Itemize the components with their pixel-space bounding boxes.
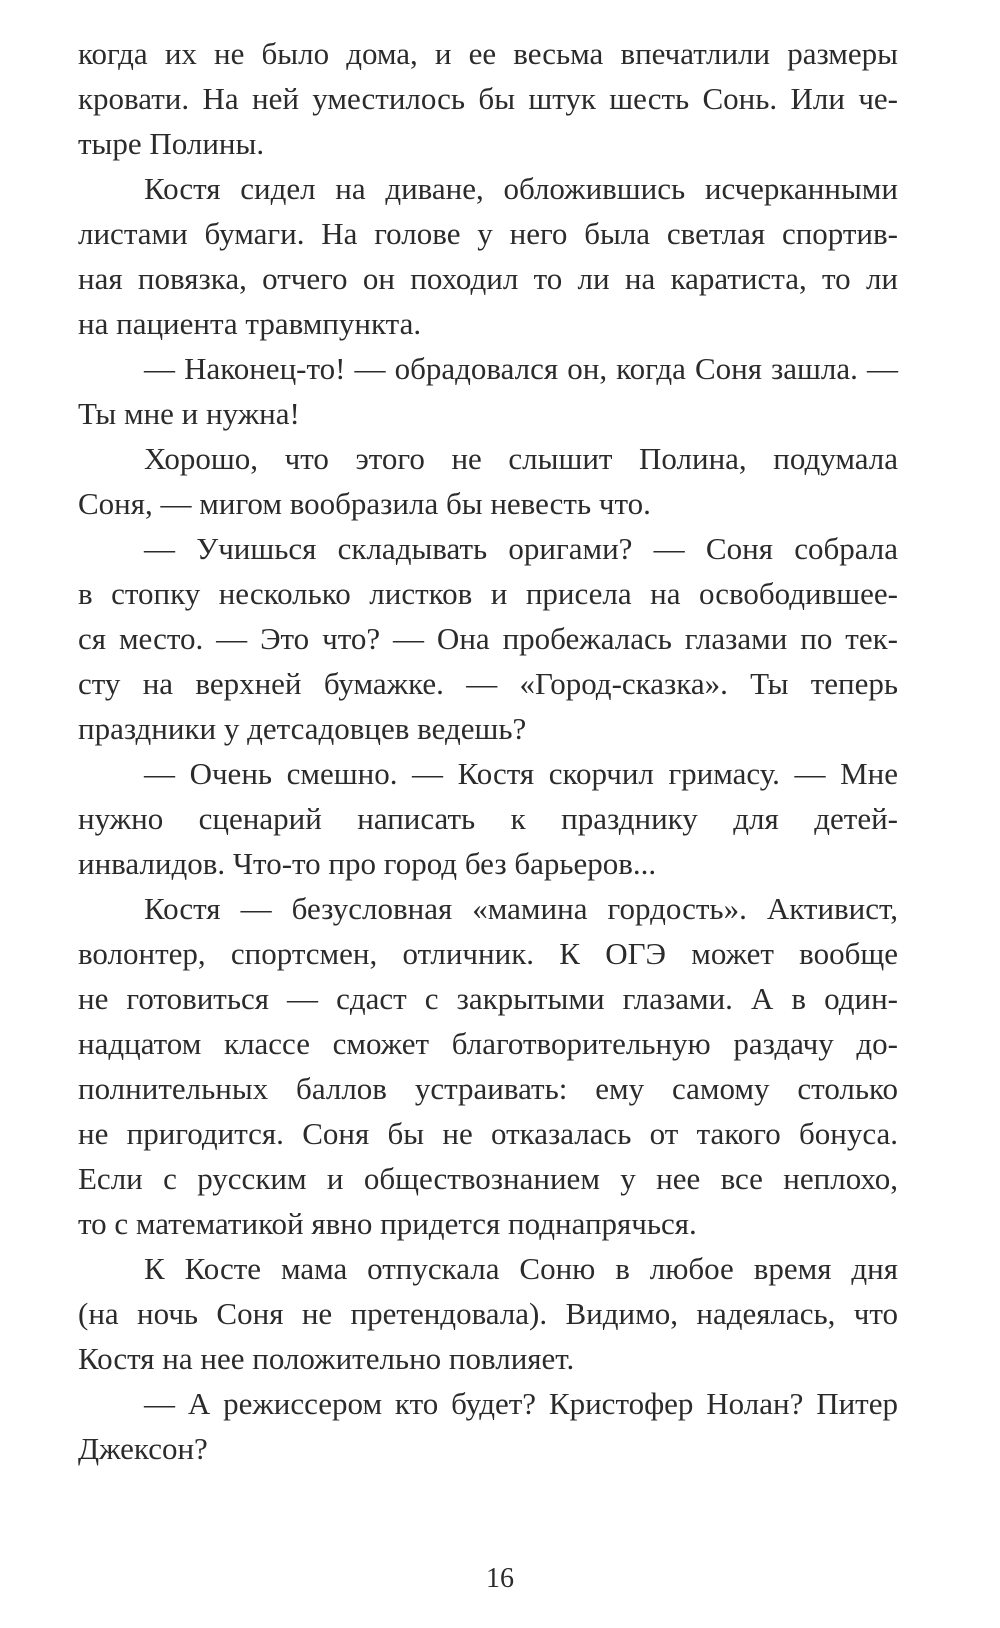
text-line: Костя — безусловная «мамина гордость». Активист, [144,891,898,926]
text-line: не пригодится. Соня бы не отказалась от такого бонуса. [78,1116,898,1151]
text-line: (на ночь Соня не претендовала). Видимо, надеялась, что [78,1296,898,1331]
text-line: Ты мне и нужна! [78,396,300,431]
text-line: нужно сценарий написать к празднику для детей- [78,801,898,836]
text-line: — Очень смешно. — Костя скорчил гримасу. — Мне [144,756,898,791]
text-line: инвалидов. Что-то про город без барьеров... [78,846,657,881]
text-line: волонтер, спортсмен, отличник. К ОГЭ может вообще [78,936,898,971]
page-number: 16 [486,1563,514,1594]
text-line: Соня, — мигом вообразила бы невесть что. [78,486,651,521]
text-line: то с математикой явно придется поднапрячься. [78,1206,697,1241]
text-line: на пациента травмпункта. [78,306,422,341]
text-line: тыре Полины. [78,126,265,161]
text-line: праздники у детсадовцев ведешь? [78,711,527,746]
text-line: листами бумаги. На голове у него была светлая спортив- [78,216,898,251]
text-line: — Учишься складывать оригами? — Соня собрала [144,531,898,566]
text-line: Хорошо, что этого не слышит Полина, подумала [144,441,898,476]
text-line: ся место. — Это что? — Она пробежалась глазами по тек- [78,621,898,656]
text-line: полнительных баллов устраивать: ему самому столько [78,1071,898,1106]
text-line: — Наконец-то! — обрадовался он, когда Соня зашла. — [144,351,898,386]
text-line: Если с русским и обществознанием у нее все неплохо, [78,1161,898,1196]
text-line: в стопку несколько листков и присела на освободившее- [78,576,898,611]
text-line: сту на верхней бумажке. — «Город-сказка». Ты теперь [78,666,898,701]
text-line: Джексон? [78,1431,208,1466]
text-line: кровати. На ней уместилось бы штук шесть Сонь. Или че- [78,81,898,116]
page-body [78,31,898,1471]
text-line: ная повязка, отчего он походил то ли на каратиста, то ли [78,261,898,296]
text-line: К Косте мама отпускала Соню в любое время дня [144,1251,898,1286]
text-line: надцатом классе сможет благотворительную раздачу до- [78,1026,898,1061]
text-line: — А режиссером кто будет? Кристофер Нолан? Питер [144,1386,898,1421]
text-line: когда их не было дома, и ее весьма впечатлили размеры [78,36,898,71]
text-line: Костя сидел на диване, обложившись исчерканными [144,171,898,206]
text-line: не готовиться — сдаст с закрытыми глазами. А в один- [78,981,898,1016]
text-line: Костя на нее положительно повлияет. [78,1341,575,1376]
